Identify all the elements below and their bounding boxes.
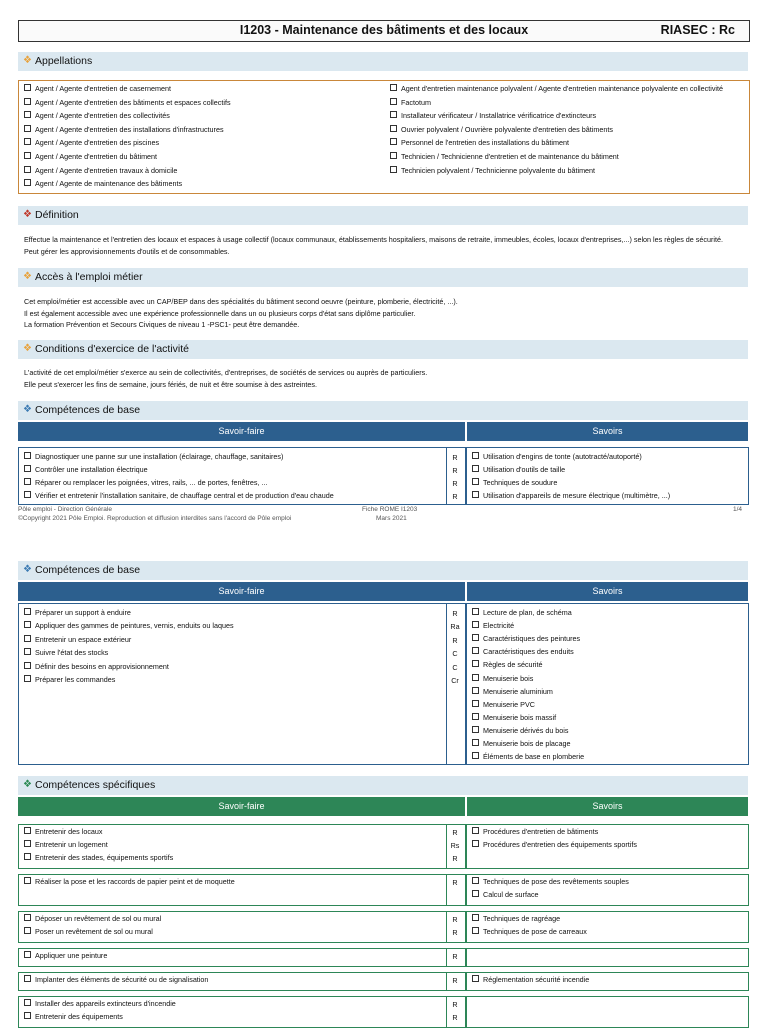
savoir-item xyxy=(472,647,574,656)
savoir-faire-item-label: Déposer un revêtement de sol ou mural xyxy=(35,914,162,923)
checkbox-icon xyxy=(472,452,479,459)
competence-code: R xyxy=(452,635,458,645)
appellation-item xyxy=(390,138,569,147)
savoir-faire-item xyxy=(24,877,235,886)
competence-code: R xyxy=(452,976,458,985)
section-title: Appellations xyxy=(35,55,93,67)
checkbox-icon xyxy=(24,648,31,655)
checkbox-icon xyxy=(24,635,31,642)
checkbox-icon xyxy=(24,98,31,105)
checkbox-icon xyxy=(390,152,397,159)
checkbox-icon xyxy=(472,621,479,628)
paragraph-line: Peut gérer les approvisionnements d'outils et de consommables. xyxy=(24,246,230,256)
checkbox-icon xyxy=(24,827,31,834)
footer-page: 1/4 xyxy=(733,506,743,513)
checkbox-icon xyxy=(472,634,479,641)
savoir-faire-item xyxy=(24,635,131,644)
page-title: I1203 - Maintenance des bâtiments et des locaux xyxy=(239,23,529,37)
savoir-item xyxy=(472,687,553,696)
appellation-item xyxy=(24,152,157,161)
competence-code: R xyxy=(452,878,458,887)
footer-date: Mars 2021 xyxy=(376,515,407,522)
section-competences-base xyxy=(18,401,748,420)
savoir-faire-item xyxy=(24,951,107,960)
savoir-faire-item-label: Préparer les commandes xyxy=(35,675,116,684)
savoir-item xyxy=(472,739,571,748)
checkbox-icon xyxy=(24,111,31,118)
savoir-item-label: Calcul de surface xyxy=(483,890,539,899)
savoir-item xyxy=(472,621,514,630)
savoir-item xyxy=(472,890,539,899)
checkbox-icon xyxy=(472,660,479,667)
appellation-item-label: Agent d'entretien maintenance polyvalent / Agente d'entretien maintenance polyvalente en collectivité xyxy=(401,84,724,93)
checkbox-icon xyxy=(24,914,31,921)
savoir-faire-item-label: Vérifier et entretenir l'installation sanitaire, de chauffage central et de production d'eau chaude xyxy=(35,491,334,500)
savoirs-cell xyxy=(466,996,749,1028)
checkbox-icon xyxy=(24,927,31,934)
checkbox-icon xyxy=(472,478,479,485)
savoir-faire-item xyxy=(24,914,161,923)
savoir-item xyxy=(472,608,572,617)
checkbox-icon xyxy=(24,478,31,485)
savoir-item xyxy=(472,713,556,722)
competence-code: R xyxy=(452,828,458,837)
savoir-faire-item-label: Réaliser la pose et les raccords de papier peint et de moquette xyxy=(35,877,235,886)
savoir-item-label: Utilisation d'engins de tonte (autotracté/autoporté) xyxy=(483,452,642,461)
savoir-item xyxy=(472,674,533,683)
savoir-item xyxy=(472,877,629,886)
appellation-item-label: Ouvrier polyvalent / Ouvrière polyvalente d'entretien des bâtiments xyxy=(401,124,613,134)
checkbox-icon xyxy=(24,675,31,682)
savoir-item xyxy=(472,660,543,669)
savoir-faire-item xyxy=(24,662,169,671)
savoir-item xyxy=(472,491,670,500)
savoir-item xyxy=(472,452,642,461)
savoir-faire-item xyxy=(24,1012,123,1021)
savoir-faire-item-label: Entretenir des équipements xyxy=(35,1012,123,1021)
competence-code: Rs xyxy=(450,841,460,850)
appellation-item xyxy=(390,84,723,93)
checkbox-icon xyxy=(472,647,479,654)
diamond-icon: ❖ xyxy=(23,271,32,282)
savoir-faire-item-label: Appliquer une peinture xyxy=(35,951,108,960)
checkbox-icon xyxy=(24,491,31,498)
checkbox-icon xyxy=(24,1012,31,1019)
checkbox-icon xyxy=(24,152,31,159)
section-appellations xyxy=(18,52,748,71)
savoir-item-label: Procédures d'entretien des équipements sportifs xyxy=(483,840,637,849)
footer-copyright: ©Copyright 2021 Pôle Emploi. Reproduction et diffusion interdites sans l'accord de Pôle emploi xyxy=(18,515,292,522)
savoir-item-label: Lecture de plan, de schéma xyxy=(483,608,572,617)
savoir-item-label: Techniques de pose des revêtements souples xyxy=(483,877,629,886)
checkbox-icon xyxy=(24,84,31,91)
savoir-faire-item-label: Définir des besoins en approvisionnement xyxy=(35,661,169,671)
section-definition xyxy=(18,206,748,225)
col-savoirs: Savoirs xyxy=(467,422,748,441)
diamond-icon: ❖ xyxy=(23,564,32,575)
checkbox-icon xyxy=(472,827,479,834)
appellation-item-label: Agent / Agente de maintenance des bâtiments xyxy=(35,179,183,189)
riasec-code: RIASEC : Rc xyxy=(660,23,735,37)
savoir-faire-item-label: Entretenir un logement xyxy=(35,840,108,849)
paragraph-line: Cet emploi/métier est accessible avec un CAP/BEP dans des spécialités du bâtiment second oeuvre (peinture, plomberie, électricité, ...). xyxy=(24,297,458,306)
savoir-faire-item xyxy=(24,675,115,684)
col-savoir-faire: Savoir-faire xyxy=(18,582,465,601)
checkbox-icon xyxy=(24,853,31,860)
footer-fiche: Fiche ROME I1203 xyxy=(362,506,418,513)
checkbox-icon xyxy=(390,98,397,105)
checkbox-icon xyxy=(24,608,31,615)
diamond-icon: ❖ xyxy=(23,55,32,66)
checkbox-icon xyxy=(390,125,397,132)
paragraph-line: Effectue la maintenance et l'entretien des locaux et espaces à usage collectif (locaux communaux, établissements hospitaliers, maisons de retraite, immeubles, écoles, locaux d'entreprises,...) selon les règles de sécurité. xyxy=(24,235,723,244)
savoir-faire-item xyxy=(24,621,234,630)
savoir-faire-item-label: Installer des appareils extincteurs d'incendie xyxy=(35,999,176,1008)
section-title: Conditions d'exercice de l'activité xyxy=(35,343,190,355)
competence-code: R xyxy=(452,1000,458,1009)
checkbox-icon xyxy=(472,975,479,982)
savoir-item-label: Techniques de ragréage xyxy=(483,914,561,923)
checkbox-icon xyxy=(472,914,479,921)
section-title: Compétences de base xyxy=(35,404,141,416)
appellation-item-label: Agent / Agente d'entretien des bâtiments et espaces collectifs xyxy=(35,97,231,107)
section-title: Compétences spécifiques xyxy=(35,779,156,791)
savoir-item xyxy=(472,914,560,923)
savoir-item-label: Menuiserie aluminium xyxy=(483,686,553,696)
savoir-item xyxy=(472,827,598,836)
savoir-item xyxy=(472,478,557,487)
savoir-item-label: Techniques de soudure xyxy=(483,478,558,487)
competence-code: R xyxy=(452,952,458,961)
checkbox-icon xyxy=(472,726,479,733)
checkbox-icon xyxy=(24,877,31,884)
competence-code: R xyxy=(452,928,458,937)
savoir-item xyxy=(472,726,569,735)
savoir-faire-item-label: Poser un revêtement de sol ou mural xyxy=(35,927,153,936)
competence-code: Ra xyxy=(450,622,460,632)
appellation-item-label: Agent / Agente d'entretien travaux à domicile xyxy=(35,165,178,175)
appellation-item xyxy=(24,179,182,188)
savoir-faire-item xyxy=(24,999,176,1008)
appellation-item-label: Agent / Agente d'entretien de casernement xyxy=(35,84,172,93)
savoir-faire-item-label: Entretenir des stades, équipements sportifs xyxy=(35,853,174,862)
appellation-item-label: Agent / Agente d'entretien du bâtiment xyxy=(35,152,158,161)
checkbox-icon xyxy=(472,713,479,720)
competence-code: R xyxy=(452,492,458,501)
checkbox-icon xyxy=(24,465,31,472)
savoirs-cell xyxy=(466,948,749,967)
checkbox-icon xyxy=(24,662,31,669)
checkbox-icon xyxy=(472,927,479,934)
savoir-faire-item xyxy=(24,927,153,936)
savoir-faire-item xyxy=(24,840,108,849)
diamond-icon: ❖ xyxy=(23,343,32,354)
checkbox-icon xyxy=(472,840,479,847)
competence-code: R xyxy=(452,915,458,924)
checkbox-icon xyxy=(472,491,479,498)
competence-code: R xyxy=(452,1013,458,1022)
acces-text xyxy=(24,296,744,331)
appellation-item-label: Agent / Agente d'entretien des installations d'infrastructures xyxy=(35,124,224,134)
appellation-item-label: Agent / Agente d'entretien des collectivités xyxy=(35,111,170,121)
checkbox-icon xyxy=(24,179,31,186)
savoir-faire-item xyxy=(24,853,173,862)
savoir-item-label: Réglementation sécurité incendie xyxy=(483,975,590,984)
checkbox-icon xyxy=(24,975,31,982)
savoir-faire-item-label: Réparer ou remplacer les poignées, vitres, rails, ... de portes, fenêtres, ... xyxy=(35,478,268,487)
savoir-faire-item-label: Entretenir des locaux xyxy=(35,827,103,836)
checkbox-icon xyxy=(472,877,479,884)
appellation-item xyxy=(390,98,431,107)
appellation-item xyxy=(24,111,170,120)
section-competences-specifiques xyxy=(18,776,748,795)
savoir-item xyxy=(472,927,587,936)
section-title: Compétences de base xyxy=(35,564,141,576)
savoir-faire-item-label: Contrôler une installation électrique xyxy=(35,465,148,474)
competence-code: R xyxy=(452,854,458,863)
savoir-faire-item xyxy=(24,452,283,461)
savoir-faire-item xyxy=(24,478,268,487)
checkbox-icon xyxy=(24,125,31,132)
checkbox-icon xyxy=(390,111,397,118)
savoir-item-label: Electricité xyxy=(483,621,515,631)
savoir-item-label: Caractéristiques des enduits xyxy=(483,647,574,657)
col-savoir-faire: Savoir-faire xyxy=(18,422,465,441)
appellation-item xyxy=(24,138,159,147)
checkbox-icon xyxy=(24,166,31,173)
savoir-faire-item-label: Suivre l'état des stocks xyxy=(35,648,109,658)
savoir-faire-item-label: Implanter des éléments de sécurité ou de signalisation xyxy=(35,975,209,984)
savoir-faire-item xyxy=(24,648,108,657)
checkbox-icon xyxy=(472,700,479,707)
savoir-item-label: Menuiserie bois massif xyxy=(483,712,557,722)
savoir-item xyxy=(472,752,584,761)
checkbox-icon xyxy=(24,999,31,1006)
checkbox-icon xyxy=(472,687,479,694)
section-acces xyxy=(18,268,748,287)
col-savoirs: Savoirs xyxy=(467,582,748,601)
appellation-item xyxy=(390,125,613,134)
savoir-item-label: Éléments de base en plomberie xyxy=(483,752,585,762)
appellation-item-label: Factotum xyxy=(401,97,431,107)
appellation-item-label: Technicien / Technicienne d'entretien et de maintenance du bâtiment xyxy=(401,152,619,161)
savoir-item xyxy=(472,840,637,849)
appellation-item xyxy=(390,111,596,120)
checkbox-icon xyxy=(390,138,397,145)
checkbox-icon xyxy=(472,608,479,615)
appellation-item xyxy=(390,166,595,175)
savoir-faire-item xyxy=(24,827,103,836)
diamond-icon: ❖ xyxy=(23,209,32,220)
savoir-item xyxy=(472,975,589,984)
checkbox-icon xyxy=(472,465,479,472)
checkbox-icon xyxy=(24,138,31,145)
title-box xyxy=(18,20,750,42)
savoir-faire-item-label: Préparer un support à enduire xyxy=(35,608,131,617)
section-title: Accès à l'emploi métier xyxy=(35,271,143,283)
checkbox-icon xyxy=(24,452,31,459)
savoir-item xyxy=(472,700,535,709)
savoir-faire-item xyxy=(24,491,334,500)
definition-text xyxy=(24,234,744,257)
competence-code: R xyxy=(452,479,458,488)
checkbox-icon xyxy=(24,840,31,847)
checkbox-icon xyxy=(24,621,31,628)
section-conditions xyxy=(18,340,748,359)
checkbox-icon xyxy=(390,84,397,91)
section-competences-base-2 xyxy=(18,561,748,580)
checkbox-icon xyxy=(472,890,479,897)
competence-code: C xyxy=(452,649,458,659)
checkbox-icon xyxy=(390,166,397,173)
col-savoir-faire: Savoir-faire xyxy=(18,797,465,816)
savoir-faire-item xyxy=(24,608,131,617)
appellation-item xyxy=(24,84,171,93)
diamond-icon: ❖ xyxy=(23,779,32,790)
competence-code: Cr xyxy=(451,676,459,685)
paragraph-line: La formation Prévention et Secours Civiques de niveau 1 -PSC1- peut être demandée. xyxy=(24,320,300,329)
appellation-item-label: Installateur vérificateur / Installatrice vérificatrice d'extincteurs xyxy=(401,111,597,121)
paragraph-line: L'activité de cet emploi/métier s'exerce au sein de collectivités, d'entreprises, de sociétés de services ou auprès de particuliers. xyxy=(24,368,428,377)
conditions-text xyxy=(24,367,744,390)
savoir-item-label: Menuiserie PVC xyxy=(483,699,535,709)
checkbox-icon xyxy=(472,739,479,746)
savoir-item-label: Menuiserie dérivés du bois xyxy=(483,725,569,735)
savoir-faire-item-label: Entretenir un espace extérieur xyxy=(35,634,132,644)
appellation-item xyxy=(390,152,619,161)
savoir-item xyxy=(472,634,580,643)
savoir-faire-item xyxy=(24,465,148,474)
paragraph-line: Il est également accessible avec une expérience professionnelle dans un ou plusieurs corps d'état sans diplôme particulier. xyxy=(24,308,416,318)
savoir-faire-item-label: Appliquer des gammes de peintures, vernis, enduits ou laques xyxy=(35,621,234,631)
savoir-item-label: Caractéristiques des peintures xyxy=(483,634,581,644)
checkbox-icon xyxy=(472,752,479,759)
checkbox-icon xyxy=(472,674,479,681)
competence-code: R xyxy=(452,453,458,462)
appellation-item xyxy=(24,125,224,134)
section-title: Définition xyxy=(35,209,79,221)
competence-code: R xyxy=(452,609,458,618)
savoir-item-label: Techniques de pose de carreaux xyxy=(483,927,587,936)
appellation-item xyxy=(24,98,231,107)
savoir-faire-item-label: Diagnostiquer une panne sur une installation (éclairage, chauffage, sanitaires) xyxy=(35,452,284,461)
competence-code: C xyxy=(452,662,458,672)
checkbox-icon xyxy=(24,951,31,958)
col-savoirs: Savoirs xyxy=(467,797,748,816)
appellation-item-label: Personnel de l'entretien des installations du bâtiment xyxy=(401,138,569,148)
savoir-item-label: Utilisation d'outils de taille xyxy=(483,465,566,474)
appellation-item-label: Technicien polyvalent / Technicienne polyvalente du bâtiment xyxy=(401,165,596,175)
savoir-item-label: Procédures d'entretien de bâtiments xyxy=(483,827,599,836)
savoir-item-label: Menuiserie bois xyxy=(483,673,534,683)
savoir-item-label: Menuiserie bois de placage xyxy=(483,739,571,748)
diamond-icon: ❖ xyxy=(23,404,32,415)
savoir-faire-item xyxy=(24,975,208,984)
appellation-item-label: Agent / Agente d'entretien des piscines xyxy=(35,138,160,148)
footer-org: Pôle emploi - Direction Générale xyxy=(18,506,112,513)
paragraph-line: Elle peut s'exercer les fins de semaine, jours fériés, de nuit et être soumise à des astreintes. xyxy=(24,379,318,389)
competence-code: R xyxy=(452,466,458,475)
savoir-item-label: Règles de sécurité xyxy=(483,660,543,670)
savoir-item xyxy=(472,465,565,474)
savoir-item-label: Utilisation d'appareils de mesure électrique (multimètre, ...) xyxy=(483,491,671,500)
appellation-item xyxy=(24,166,177,175)
